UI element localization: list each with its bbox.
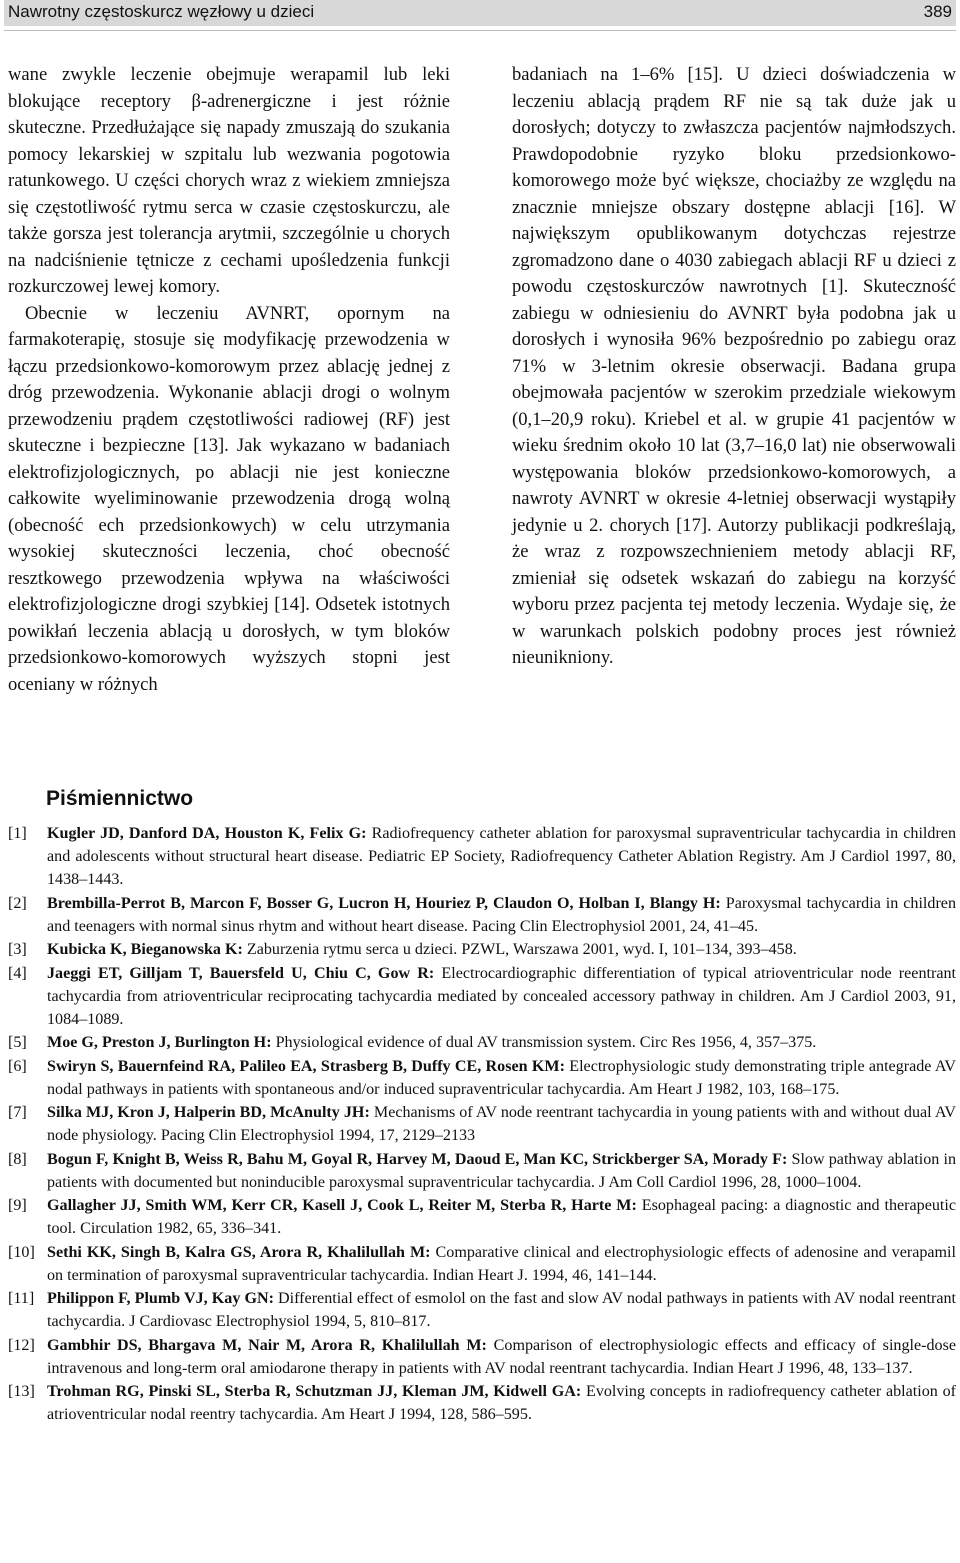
reference-item	[8, 892, 956, 938]
reference-number: [11]	[8, 1290, 35, 1307]
reference-authors: Trohman RG, Pinski SL, Sterba R, Schutzman JJ, Kleman JM, Kidwell GA:	[47, 1383, 582, 1400]
reference-number: [12]	[8, 1336, 35, 1354]
reference-number: [1]	[8, 825, 27, 842]
reference-number: [6]	[8, 1057, 27, 1075]
reference-number: [10]	[8, 1243, 35, 1261]
reference-item	[8, 1055, 956, 1101]
reference-number: [2]	[8, 894, 27, 912]
paragraph: badaniach na 1–6% [15]. U dzieci doświadczenia w leczeniu ablacją prądem RF nie są tak duże jak u dorosłych; dotyczy to zwłaszcza pacjentów najmłodszych. Prawdopodobnie ryzyko bloku przedsionkowo-komorowego może być większe, chociażby ze względu na znacznie mniejsze obszary dostępne ablacji [16]. W największym opublikowanym dotychczas rejestrze zgromadzono dane o 4030 zabiegach ablacji RF u dzieci z powodu częstoskurczów nawrotnych [1]. Skuteczność zabiegu w odniesieniu do AVNRT była podobna jak u dorosłych i wynosiła 96% bezpośrednio po zabiegu oraz 71% w 3-letnim okresie obserwacji. Badana grupa obejmowała pacjentów w szerokim przedziale wiekowym (0,1–20,9 roku). Kriebel et al. w grupie 41 pacjentów w wieku średnim około 10 lat (3,7–16,0 lat) nie obserwowali występowania bloków przedsionkowo-komorowych, a nawroty AVNRT w okresie 4-letniej obserwacji wystąpiły jedynie u 2. chorych [17]. Autorzy publikacji podkreślają, że wraz z rozpowszechnieniem metody ablacji RF, zmieniał się odsetek wskazań do zabiegu na korzyść wyboru przez pacjenta tej metody leczenia. Wydaje się, że w warunkach polskich podobny proces jest również nieunikniony.	[512, 64, 956, 668]
reference-item	[8, 822, 956, 891]
reference-item	[8, 1194, 956, 1240]
reference-authors: Jaeggi ET, Gilljam T, Bauersfeld U, Chiu C, Gow R:	[47, 964, 435, 982]
reference-authors: Swiryn S, Bauernfeind RA, Palileo EA, Strasberg B, Duffy CE, Rosen KM:	[47, 1057, 565, 1075]
reference-authors: Kubicka K, Bieganowska K:	[47, 941, 243, 958]
reference-item	[8, 938, 956, 961]
reference-authors: Philippon F, Plumb VJ, Kay GN:	[47, 1290, 274, 1307]
reference-number: [3]	[8, 941, 27, 958]
reference-authors: Bogun F, Knight B, Weiss R, Bahu M, Goyal R, Harvey M, Daoud E, Man KC, Strickberger SA, Morady F:	[47, 1150, 788, 1168]
reference-text: Evolving concepts in radiofrequency catheter ablation of atrioventricular nodal reentry tachycardia. Am Heart J 1994, 128, 586–595.	[47, 1383, 956, 1423]
reference-number: [5]	[8, 1034, 27, 1051]
reference-text: Electrocardiographic differentiation of typical atrioventricular node reentrant tachycardia from atrioventricular reciprocating tachycardia mediated by concealed accessory pathway in children. Am J Cardiol 2003, 91, 1084–1089.	[47, 964, 956, 1028]
paragraph: Obecnie w leczeniu AVNRT, opornym na farmakoterapię, stosuje się modyfikację przewodzenia w łączu przedsionkowo-komorowym przez ablację jednej z dróg przewodzenia. Wykonanie ablacji drogi o wolnym przewodzeniu prądem częstotliwości radiowej (RF) jest skuteczne i bezpieczne [13]. Jak wykazano w badaniach elektrofizjologicznych, po ablacji nie jest konieczne całkowite wyeliminowanie przewodzenia drogą wolną (obecność ech przedsionkowych) w celu utrzymania wysokiej skuteczności leczenia, choć obecność resztkowego przewodzenia wpływa na właściwości elektrofizjologiczne drogi szybkiej [14]. Odsetek istotnych powikłań leczenia ablacją u dorosłych, w tym bloków przedsionkowo-komorowych wyższych stopni jest oceniany w różnych	[8, 302, 450, 695]
reference-number: [4]	[8, 964, 27, 982]
reference-number: [8]	[8, 1150, 27, 1168]
left-column	[8, 62, 450, 698]
paragraph: wane zwykle leczenie obejmuje werapamil lub leki blokujące receptory β-adrenergiczne i jest różnie skuteczne. Przedłużające się napady zmuszają do szukania pomocy lekarskiej w szpitalu lub wezwania pogotowia ratunkowego. U części chorych wraz z wiekiem zmniejsza się częstotliwość rytmu serca w czasie częstoskurczu, ale także gorsza jest tolerancja arytmii, szczególnie u chorych na nadciśnienie tętnicze z cechami upośledzenia funkcji rozkurczowej lewej komory.	[8, 64, 450, 297]
reference-text: Esophageal pacing: a diagnostic and therapeutic tool. Circulation 1982, 65, 336–341.	[47, 1197, 956, 1237]
reference-text: Comparison of electrophysiologic effects and efficacy of single-dose intravenous and long-term oral amiodarone therapy in patients with AV nodal reentrant tachycardia. Indian Heart J 1996, 48, 133–137.	[47, 1336, 956, 1377]
reference-item	[8, 1287, 956, 1333]
reference-item	[8, 1241, 956, 1287]
reference-text: Slow pathway ablation in patients with documented but noninducible paroxysmal supraventricular tachycardia. J Am Coll Cardiol 1996, 28, 1000–1004.	[47, 1150, 956, 1191]
reference-authors: Brembilla-Perrot B, Marcon F, Bosser G, Lucron H, Houriez P, Claudon O, Holban I, Blangy H:	[47, 894, 721, 912]
reference-item	[8, 1148, 956, 1194]
reference-text: Radiofrequency catheter ablation for paroxysmal supraventricular tachycardia in children and adolescents without structural heart disease. Pediatric EP Society, Radiofrequency Catheter Ablation Registry. Am J Cardiol 1997, 80, 1438–1443.	[47, 825, 956, 888]
reference-text: Paroxysmal tachycardia in children and teenagers with normal sinus rhytm and without heart disease. Pacing Clin Electrophysiol 2001, 24, 41–45.	[47, 894, 956, 935]
reference-item	[8, 962, 956, 1031]
running-header	[4, 0, 956, 26]
reference-number: [9]	[8, 1197, 27, 1214]
references-heading: Piśmiennictwo	[46, 787, 194, 810]
reference-authors: Gallagher JJ, Smith WM, Kerr CR, Kasell J, Cook L, Reiter M, Sterba R, Harte M:	[47, 1197, 637, 1214]
running-title: Nawrotny częstoskurcz węzłowy u dzieci	[8, 2, 315, 21]
reference-text: Comparative clinical and electrophysiologic effects of adenosine and verapamil on termination of paroxysmal supraventricular tachycardia. Indian Heart J. 1994, 46, 141–144.	[47, 1243, 956, 1284]
reference-authors: Moe G, Preston J, Burlington H:	[47, 1034, 272, 1051]
reference-item	[8, 1380, 956, 1426]
reference-text: Mechanisms of AV node reentrant tachycardia in young patients with and without dual AV node physiology. Pacing Clin Electrophysiol 1994, 17, 2129–2133	[47, 1104, 956, 1144]
reference-item	[8, 1334, 956, 1380]
reference-item	[8, 1101, 956, 1147]
header-divider	[4, 30, 956, 31]
reference-text: Differential effect of esmolol on the fast and slow AV nodal pathways in patients with AV nodal reentrant tachycardia. J Cardiovasc Electrophysiol 1994, 5, 810–817.	[47, 1290, 956, 1330]
reference-number: [7]	[8, 1104, 27, 1121]
reference-authors: Gambhir DS, Bhargava M, Nair M, Arora R, Khalilullah M:	[47, 1336, 487, 1354]
right-column	[512, 62, 956, 672]
reference-item	[8, 1031, 956, 1054]
reference-text: Zaburzenia rytmu serca u dzieci. PZWL, Warszawa 2001, wyd. I, 101–134, 393–458.	[242, 941, 797, 958]
references-list	[8, 822, 956, 1427]
reference-text: Electrophysiologic study demonstrating triple antegrade AV nodal pathways in patients with spontaneous and/or induced supraventricular tachycardia. Am Heart J 1982, 103, 168–175.	[47, 1057, 956, 1098]
page-number: 389	[923, 2, 952, 21]
reference-number: [13]	[8, 1383, 35, 1400]
reference-text: Physiological evidence of dual AV transmission system. Circ Res 1956, 4, 357–375.	[271, 1034, 817, 1051]
reference-authors: Sethi KK, Singh B, Kalra GS, Arora R, Khalilullah M:	[47, 1243, 431, 1261]
reference-authors: Kugler JD, Danford DA, Houston K, Felix G:	[47, 825, 367, 842]
reference-authors: Silka MJ, Kron J, Halperin BD, McAnulty JH:	[47, 1104, 370, 1121]
